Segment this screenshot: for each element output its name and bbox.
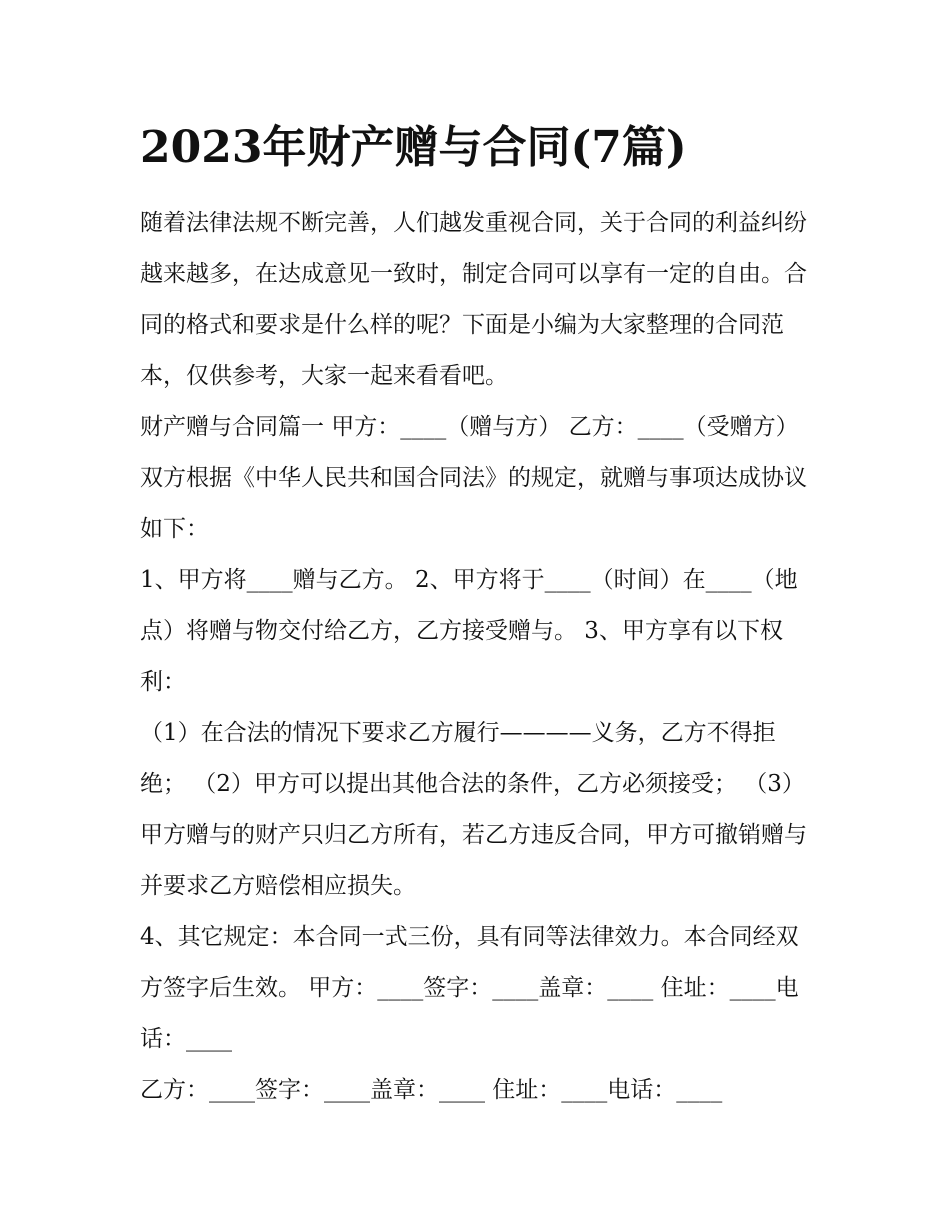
document-body: [140, 198, 812, 1116]
clauses-1-3-paragraph: 1、甲方将____赠与乙方。 2、甲方将于____（时间）在____（地点）将赠与物交付给乙方，乙方接受赠与。 3、甲方享有以下权利：: [140, 567, 798, 695]
rights-paragraph: （1）在合法的情况下要求乙方履行————义务，乙方不得拒绝； （2）甲方可以提出其他合法的条件，乙方必须接受； （3）甲方赠与的财产只归乙方所有，若乙方违反合同，甲方可撤销赠与并要求乙方赔偿相应损失。: [140, 720, 807, 899]
contract-parties-paragraph: 财产赠与合同篇一 甲方：____（赠与方） 乙方：____（受赠方） 双方根据《中华人民共和国合同法》的规定，就赠与事项达成协议如下：: [140, 414, 807, 542]
document-title: 2023年财产赠与合同(7篇): [140, 122, 687, 173]
clause-4-paragraph: 4、其它规定：本合同一式三份，具有同等法律效力。本合同经双方签字后生效。 甲方：____签字：____盖章：____ 住址：____电话：____: [140, 924, 799, 1052]
intro-paragraph: 随着法律法规不断完善，人们越发重视合同，关于合同的利益纠纷越来越多，在达成意见一致时，制定合同可以享有一定的自由。合同的格式和要求是什么样的呢？下面是小编为大家整理的合同范本，仅供参考，大家一起来看看吧。: [140, 210, 807, 389]
party-b-signature-line: 乙方：____签字：____盖章：____ 住址：____电话：____: [140, 1077, 723, 1103]
